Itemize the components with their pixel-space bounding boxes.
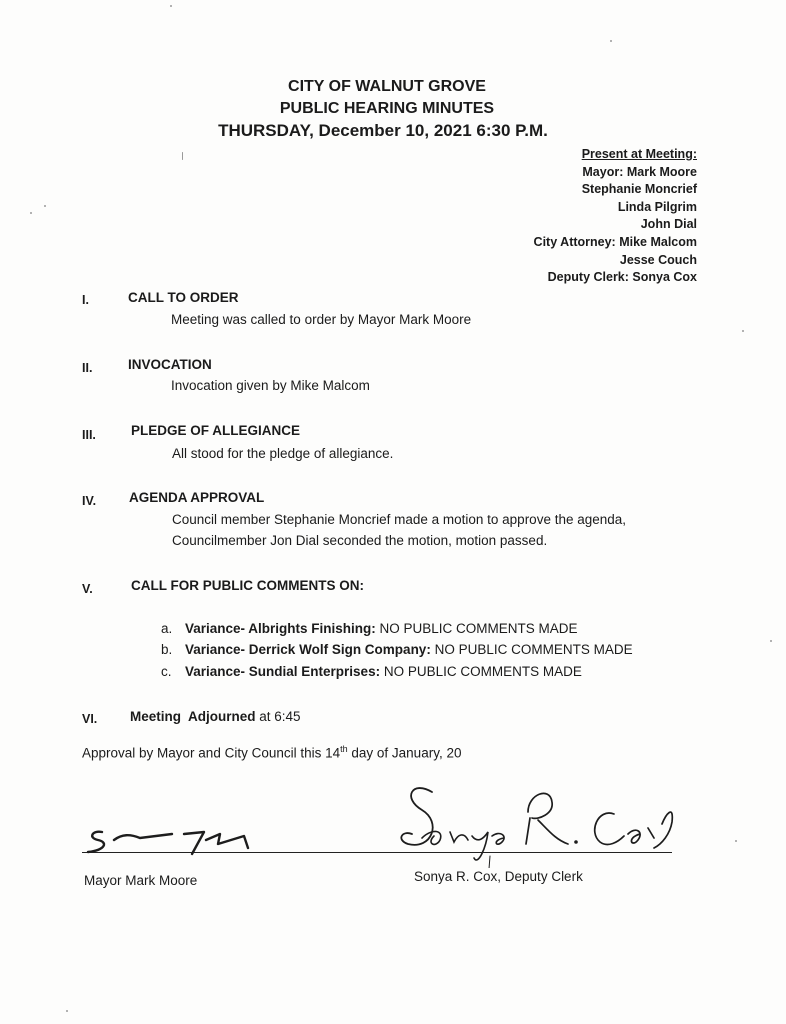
attendee: Linda Pilgrim: [617, 199, 697, 214]
approval-text: Approval by Mayor and City Council this 14: [82, 745, 341, 761]
attendance-block: [534, 146, 697, 287]
mayor-caption: Mayor Mark Moore: [84, 873, 198, 888]
list-label: a.: [161, 621, 173, 636]
list-item: [161, 664, 582, 679]
variance-name: Variance- Sundial Enterprises:: [185, 664, 381, 679]
clerk-signature: [392, 778, 692, 868]
comment-status: NO PUBLIC COMMENTS MADE: [380, 664, 582, 679]
section-body: Meeting was called to order by Mayor Mark Moore: [171, 312, 472, 327]
document-title: CITY OF WALNUT GROVE: [288, 78, 486, 95]
section-title: INVOCATION: [128, 357, 212, 372]
attendee: Mayor: Mark Moore: [582, 164, 697, 179]
scan-speck: [742, 330, 744, 332]
list-label: c.: [161, 664, 172, 679]
section-number: III.: [82, 428, 96, 442]
attendee: Stephanie Moncrief: [581, 182, 697, 197]
section-number: VI.: [82, 712, 98, 726]
scan-speck: [770, 640, 772, 642]
attendee: John Dial: [640, 217, 697, 232]
list-item: [161, 642, 633, 657]
scan-speck: [182, 152, 183, 160]
section-title: AGENDA APPROVAL: [129, 490, 265, 505]
scan-speck: [170, 5, 172, 7]
approval-text-end: day of January, 20: [347, 745, 462, 761]
scan-speck: [30, 212, 32, 214]
scan-speck: [610, 40, 612, 42]
scan-speck: [735, 840, 737, 842]
section-number: I.: [82, 293, 89, 307]
section-number: II.: [82, 361, 93, 375]
approval-line: [82, 744, 461, 761]
list-item: [161, 621, 578, 636]
section-body-line: Councilmember Jon Dial seconded the motion, motion passed.: [172, 533, 548, 548]
variance-name: Variance- Derrick Wolf Sign Company:: [185, 642, 431, 657]
clerk-caption: Sonya R. Cox, Deputy Clerk: [414, 869, 583, 884]
attendee: City Attorney: Mike Malcom: [533, 234, 697, 249]
section-body: Invocation given by Mike Malcom: [171, 378, 370, 393]
section-title: PLEDGE OF ALLEGIANCE: [131, 423, 301, 438]
attendee: Jesse Couch: [619, 252, 697, 267]
scan-speck: [66, 1010, 68, 1012]
attendee: Deputy Clerk: Sonya Cox: [547, 270, 697, 285]
attendance-title: Present at Meeting:: [581, 147, 697, 161]
section-body-line: Council member Stephanie Moncrief made a motion to approve the agenda,: [172, 512, 627, 527]
section-title: CALL FOR PUBLIC COMMENTS ON:: [131, 578, 364, 593]
list-label: b.: [161, 642, 173, 657]
adjourn-line: [130, 709, 301, 724]
mayor-signature: [84, 820, 294, 860]
approval-ordinal: th: [340, 744, 348, 754]
section-body: All stood for the pledge of allegiance.: [172, 446, 394, 461]
adjourn-time: at 6:45: [255, 709, 301, 724]
comment-status: NO PUBLIC COMMENTS MADE: [375, 621, 578, 636]
section-number: IV.: [82, 494, 97, 508]
section-title: CALL TO ORDER: [128, 290, 239, 305]
variance-name: Variance- Albrights Finishing:: [185, 621, 376, 636]
scan-speck: [44, 205, 46, 207]
meeting-date: THURSDAY, December 10, 2021 6:30 P.M.: [218, 121, 548, 140]
document-subtitle: PUBLIC HEARING MINUTES: [279, 100, 495, 117]
section-number: V.: [82, 582, 93, 596]
comment-status: NO PUBLIC COMMENTS MADE: [430, 642, 633, 657]
adjourn-title: Meeting Adjourned: [130, 709, 256, 724]
